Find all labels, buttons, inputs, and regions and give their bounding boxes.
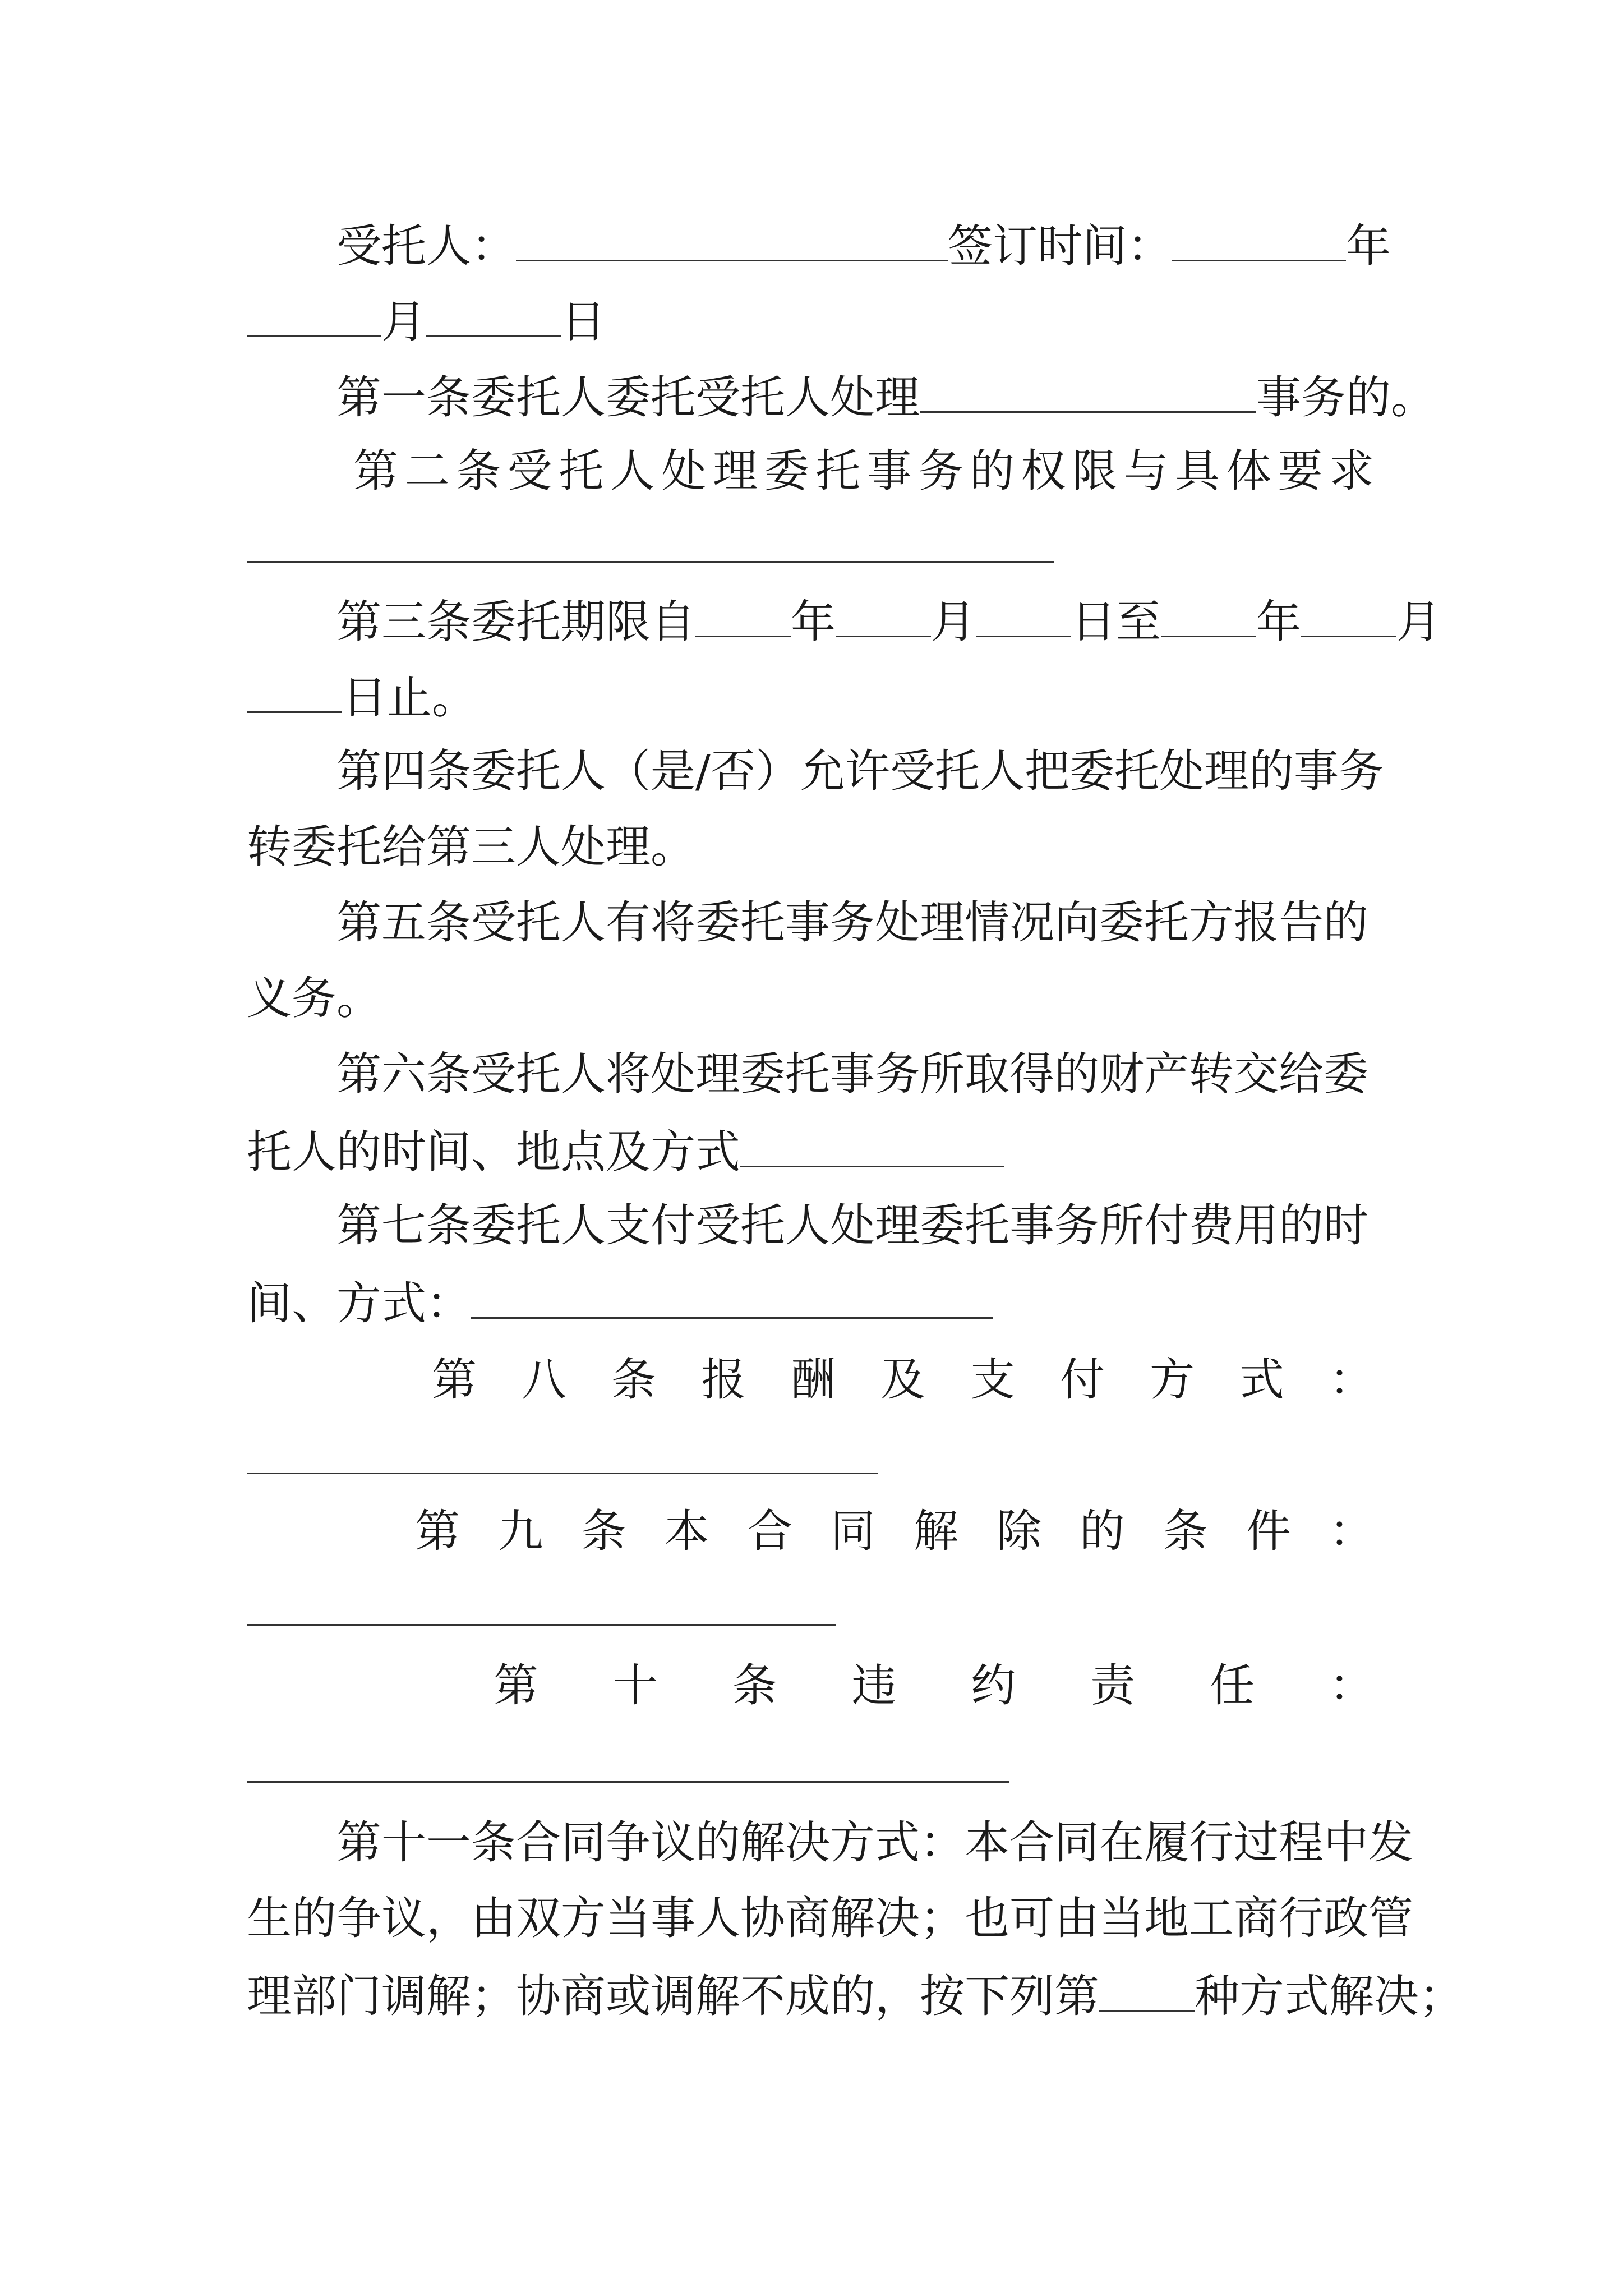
article-7-text: 间、方式：	[247, 1277, 471, 1329]
article-8-char: 八	[522, 1354, 566, 1406]
trustee-blank[interactable]	[516, 222, 948, 261]
start-month-blank[interactable]	[836, 597, 931, 637]
article-5-line-1: 第五条受托人有将委托事务处理情况向委托方报告的	[336, 896, 1368, 949]
start-year-label: 年	[791, 596, 836, 648]
article-9-char: 解	[914, 1505, 959, 1557]
article-2-char: 理	[713, 445, 758, 497]
article-7-line-1: 第七条委托人支付受托人处理委托事务所付费用的时	[336, 1199, 1368, 1251]
article-10-blank[interactable]	[247, 1781, 1009, 1783]
article-9-blank[interactable]	[247, 1624, 836, 1626]
article-2-char: 二	[404, 445, 450, 497]
article-6-text: 托人的时间、地点及方式	[247, 1126, 740, 1178]
article-8-blank[interactable]	[247, 1473, 878, 1474]
article-8-char: 报	[701, 1354, 746, 1406]
start-month-label: 月	[931, 596, 976, 648]
article-7-line-2	[247, 1277, 993, 1329]
article-3-cont	[247, 671, 477, 724]
article-4-line-2: 转委托给第三人处理。	[247, 821, 695, 873]
article-1-text: 第一条委托人委托受托人处理	[336, 371, 920, 424]
article-10-char: 条	[732, 1659, 777, 1711]
article-2-char: 的	[969, 445, 1015, 497]
day-blank[interactable]	[426, 297, 561, 337]
article-10-char: 责	[1090, 1659, 1136, 1711]
article-10-char: 第	[494, 1659, 538, 1711]
year-blank[interactable]	[1172, 222, 1346, 261]
article-8-char: 支	[970, 1354, 1015, 1406]
article-6-line-2	[247, 1126, 1004, 1178]
article-9-char: 条	[1163, 1505, 1208, 1557]
article-2-blank[interactable]	[247, 561, 1054, 563]
article-9-char: 九	[498, 1505, 543, 1557]
article-2-char: 限	[1072, 445, 1118, 497]
article-2-char: 处	[661, 445, 707, 497]
article-6-line-1: 第六条受托人将处理委托事务所取得的财产转交给委	[336, 1048, 1368, 1100]
article-11-line-3	[247, 1970, 1464, 2022]
article-2-char: 要	[1278, 445, 1323, 497]
article-2-char: 受	[507, 445, 552, 497]
start-year-blank[interactable]	[695, 597, 791, 637]
article-2-char: 权	[1021, 445, 1066, 497]
article-3	[336, 596, 1441, 648]
end-day-blank[interactable]	[247, 673, 342, 713]
article-2-char: 人	[610, 445, 655, 497]
signed-time-label: 签订时间：	[948, 220, 1172, 272]
article-9-char: 第	[415, 1505, 460, 1557]
end-year-label: 年	[1256, 596, 1301, 648]
article-10-char: 任	[1210, 1659, 1255, 1711]
article-9-char: 除	[997, 1505, 1042, 1557]
article-8-char: 及	[880, 1354, 925, 1406]
article-8-char: 方	[1150, 1354, 1195, 1406]
end-month-label: 月	[1396, 596, 1441, 648]
article-4-line-1: 第四条委托人（是/否）允许受托人把委托处理的事务	[336, 745, 1384, 797]
article-8-char: 付	[1060, 1354, 1105, 1406]
article-11-line-1: 第十一条合同争议的解决方式：本合同在履行过程中发	[336, 1816, 1413, 1869]
month-label: 月	[381, 296, 426, 348]
start-day-blank[interactable]	[976, 597, 1071, 637]
article-9-char: 条	[581, 1505, 626, 1557]
article-8-char: 酬	[791, 1354, 836, 1406]
article-11-line-2: 生的争议，由双方当事人协商解决；也可由当地工商行政管	[247, 1892, 1413, 1944]
article-2	[353, 445, 1374, 497]
article-8	[432, 1354, 1374, 1406]
article-10-char: 违	[851, 1659, 897, 1711]
article-2-char: 委	[764, 445, 809, 497]
article-10-char: ：	[1329, 1659, 1374, 1711]
article-2-char: 事	[866, 445, 912, 497]
article-11-text: 理部门调解；协商或调解不成的，按下列第	[247, 1970, 1099, 2022]
article-2-char: 条	[456, 445, 501, 497]
end-month-blank[interactable]	[1301, 597, 1396, 637]
article-1-blank[interactable]	[920, 373, 1256, 413]
date-line	[247, 296, 606, 348]
end-year-blank[interactable]	[1161, 597, 1256, 637]
trustee-line	[336, 220, 1391, 272]
article-1	[336, 371, 1436, 424]
article-3-text: 第三条委托期限自	[336, 596, 695, 648]
article-8-char: 第	[432, 1354, 477, 1406]
article-9-char: 合	[747, 1505, 792, 1557]
article-8-char: ：	[1329, 1354, 1374, 1406]
article-2-char: 与	[1123, 445, 1169, 497]
article-9-char: 件	[1246, 1505, 1291, 1557]
article-6-blank[interactable]	[740, 1128, 1004, 1167]
article-9-char: ：	[1329, 1505, 1374, 1557]
article-8-char: 条	[611, 1354, 656, 1406]
article-10-char: 十	[612, 1659, 658, 1711]
article-2-char: 体	[1226, 445, 1271, 497]
day-label: 日	[561, 296, 606, 348]
article-9	[415, 1505, 1374, 1557]
year-label: 年	[1346, 220, 1391, 272]
day-to-label: 日至	[1071, 596, 1161, 648]
article-2-char: 托	[559, 445, 604, 497]
article-2-char: 第	[353, 445, 398, 497]
article-9-char: 的	[1080, 1505, 1125, 1557]
article-2-char: 务	[918, 445, 963, 497]
article-9-char: 同	[830, 1505, 875, 1557]
article-8-char: 式	[1239, 1354, 1284, 1406]
end-day-label: 日止。	[342, 671, 477, 724]
article-2-char: 托	[815, 445, 861, 497]
article-2-char: 具	[1175, 445, 1220, 497]
trustee-label: 受托人：	[336, 220, 516, 272]
month-blank[interactable]	[247, 297, 381, 337]
method-number-blank[interactable]	[1099, 1972, 1195, 2012]
article-10	[494, 1659, 1374, 1711]
article-1-tail: 事务的。	[1256, 371, 1436, 424]
article-7-blank[interactable]	[471, 1279, 993, 1319]
article-11-tail: 种方式解决；	[1195, 1970, 1464, 2022]
article-2-char: 求	[1329, 445, 1374, 497]
article-10-char: 约	[971, 1659, 1016, 1711]
article-5-line-2: 义务。	[247, 972, 381, 1024]
article-9-char: 本	[664, 1505, 709, 1557]
